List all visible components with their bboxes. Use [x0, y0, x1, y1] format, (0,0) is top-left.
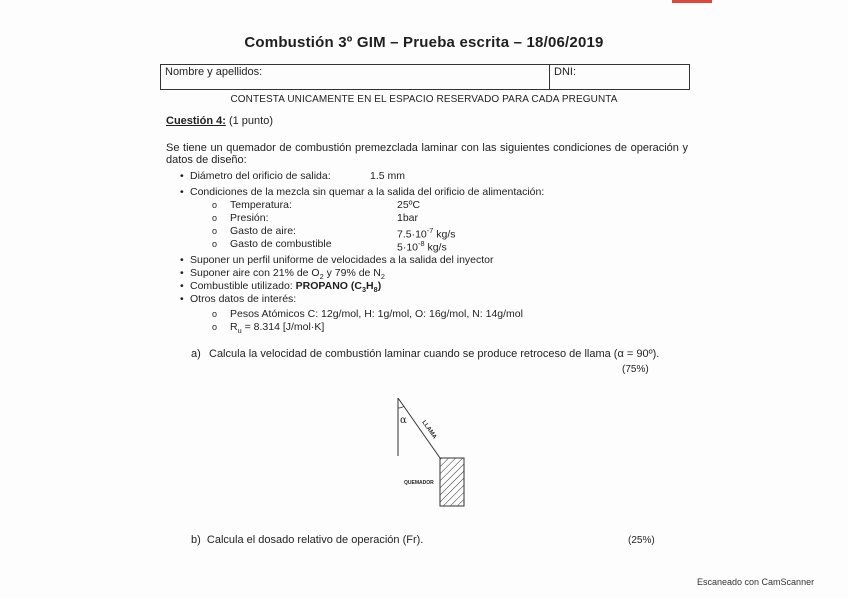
air-label: Gasto de aire: [230, 225, 296, 237]
sub-item-pressure: o Presión: [212, 212, 269, 224]
part-a-label: a) [191, 348, 201, 360]
alpha-arc [398, 406, 404, 408]
name-dni-box [160, 64, 690, 90]
red-edge-mark [672, 0, 712, 3]
diameter-value: 1.5 mm [370, 170, 406, 182]
instructions: CONTESTA UNICAMENTE EN EL ESPACIO RESERVADO PARA CADA PREGUNTA [230, 94, 618, 105]
mix-label: Condiciones de la mezcla sin quemar a la salida del orificio de alimentación: [190, 186, 545, 198]
name-label: Nombre y apellidos: [165, 66, 263, 78]
sub-item-fuel: o Gasto de combustible [212, 238, 332, 250]
intro-text: Se tiene un quemador de combustión premezclada laminar con las siguientes condiciones de operación y datos de diseño: [166, 142, 688, 166]
list-item-other: • Otros datos de interés: [180, 293, 297, 305]
list-item-diameter: • Diámetro del orificio de salida: [180, 170, 331, 182]
diameter-label: Diámetro del orificio de salida: [190, 170, 331, 182]
sub-item-ru: o $R_u = 8.314$ [J/mol·K] [212, 321, 325, 336]
box-divider [549, 65, 550, 89]
other-label: Otros datos de interés: [190, 293, 297, 305]
temp-value: 25ºC [397, 199, 421, 211]
part-b-text: Calcula el dosado relativo de operación (Fr). [206, 534, 424, 546]
part-b-percent: (25%) [628, 535, 655, 546]
question-header [166, 115, 273, 127]
fuel-value: $5\cdot 10^{-8}$ kg/s [397, 239, 447, 254]
flame-front-line [398, 398, 440, 458]
list-item-mix: • Condiciones de la mezcla sin quemar a la salida del orificio de alimentación: [180, 186, 545, 198]
part-a-text: Calcula la velocidad de combustión laminar cuando se produce retroceso de llama (α = 90º). [209, 348, 660, 360]
list-item-air-composition: • Suponer aire con 21% de $O_2$ y 79% de $N_2$ [180, 267, 385, 282]
scanner-watermark: Escaneado con CamScanner [697, 577, 815, 587]
alpha-symbol: α [400, 415, 407, 426]
pressure-value: 1bar [397, 212, 419, 224]
dni-label: DNI: [554, 66, 576, 78]
part-b-label: b) [191, 534, 201, 546]
fuel-label: Gasto de combustible [230, 238, 332, 250]
part-b [191, 534, 423, 546]
sub-item-temp: o Temperatura: [212, 199, 292, 211]
velocity-assumption: Suponer un perfil uniforme de velocidades a la salida del inyector [190, 254, 494, 266]
air-value: $7.5\cdot 10^{-7}$ kg/s [397, 226, 456, 241]
sub-item-air: o Gasto de aire: [212, 225, 296, 237]
flame-label: LLAMA [420, 419, 438, 441]
question-points: (1 punto) [228, 115, 273, 127]
list-item-velocity: • Suponer un perfil uniforme de velocidades a la salida del inyector [180, 254, 494, 266]
part-a-percent: (75%) [622, 364, 649, 375]
question-heading: Cuestión 4: [166, 115, 226, 127]
flame-burner-diagram [380, 392, 490, 510]
pressure-label: Presión: [230, 212, 269, 224]
burner-label: QUEMADOR [404, 480, 434, 486]
exam-title: Combustión 3º GIM – Prueba escrita – 18/06/2019 [244, 34, 604, 51]
temp-label: Temperatura: [230, 199, 292, 211]
list-item-fuel-used: • Combustible utilizado: PROPANO $(C_3H_8)$ [180, 280, 382, 295]
burner-block [440, 458, 464, 506]
sub-item-atomic-weights: o Pesos Atómicos C: 12g/mol, H: 1g/mol, O: 16g/mol, N: 14g/mol [212, 308, 523, 320]
